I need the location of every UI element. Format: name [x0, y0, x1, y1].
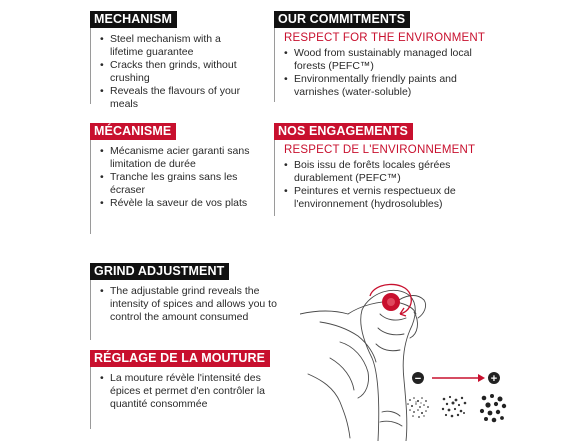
mechanism-fr-section	[90, 123, 290, 233]
grind-en-title: GRIND ADJUSTMENT	[90, 263, 229, 280]
fine-grind-icon	[407, 397, 429, 418]
grind-en-list	[100, 285, 280, 324]
grind-illustration	[300, 262, 588, 441]
grind-en-section	[90, 263, 300, 343]
plus-symbol: +	[490, 373, 498, 385]
minus-circle-icon	[412, 372, 424, 385]
list-item: • Steel mechanism with a lifetime guarantee	[100, 33, 250, 59]
list-item: • La mouture révèle l'intensité des épices et permet d'en contrôler la quantité consommée	[100, 372, 285, 411]
divider-line	[90, 280, 91, 340]
divider-line	[90, 367, 91, 429]
divider-line	[274, 28, 275, 102]
list-item: • Wood from sustainably managed local forests (PEFC™)	[284, 47, 474, 73]
commitments-fr-title: NOS ENGAGEMENTS	[274, 123, 413, 140]
arrow-right-icon	[432, 374, 485, 382]
list-item: • Bois issu de forêts locales gérées durablement (PEFC™)	[284, 159, 474, 185]
minus-symbol: −	[414, 373, 422, 385]
medium-grind-icon	[442, 396, 467, 417]
mechanism-en-section	[90, 11, 290, 111]
list-item: • Reveals the flavours of your meals	[100, 85, 250, 111]
commitments-fr-section	[274, 123, 488, 223]
grind-fr-list	[100, 372, 285, 411]
commitments-en-section	[274, 11, 484, 111]
commitments-fr-subtitle: RESPECT DE L'ENVIRONNEMENT	[284, 144, 476, 156]
list-item: • Tranche les grains sans les écraser	[100, 171, 255, 197]
commitments-fr-list	[284, 159, 474, 211]
divider-line	[90, 140, 91, 234]
commitments-en-list	[284, 47, 474, 99]
adjustment-knob-icon	[370, 284, 411, 316]
grind-fr-section	[90, 350, 300, 430]
commitments-en-subtitle: RESPECT FOR THE ENVIRONMENT	[284, 32, 486, 44]
mechanism-fr-title: MÉCANISME	[90, 123, 176, 140]
list-item: • The adjustable grind reveals the intensity of spices and allows you to control the amount consumed	[100, 285, 280, 324]
list-item: • Cracks then grinds, without crushing	[100, 59, 250, 85]
list-item: • Mécanisme acier garanti sans limitation de durée	[100, 145, 255, 171]
divider-line	[90, 28, 91, 104]
commitments-en-title: OUR COMMITMENTS	[274, 11, 410, 28]
divider-line	[274, 140, 275, 216]
list-item: • Peintures et vernis respectueux de l'environnement (hydrosolubles)	[284, 185, 474, 211]
plus-circle-icon	[488, 372, 500, 385]
mechanism-fr-list	[100, 145, 255, 210]
coarse-grind-icon	[480, 394, 506, 422]
hand-holding-grinder-icon	[300, 290, 426, 441]
mechanism-en-title: MECHANISM	[90, 11, 177, 28]
grind-fr-title: RÉGLAGE DE LA MOUTURE	[90, 350, 270, 367]
mechanism-en-list	[100, 33, 250, 111]
list-item: • Environmentally friendly paints and varnishes (water-soluble)	[284, 73, 474, 99]
list-item: • Révèle la saveur de vos plats	[100, 197, 255, 210]
